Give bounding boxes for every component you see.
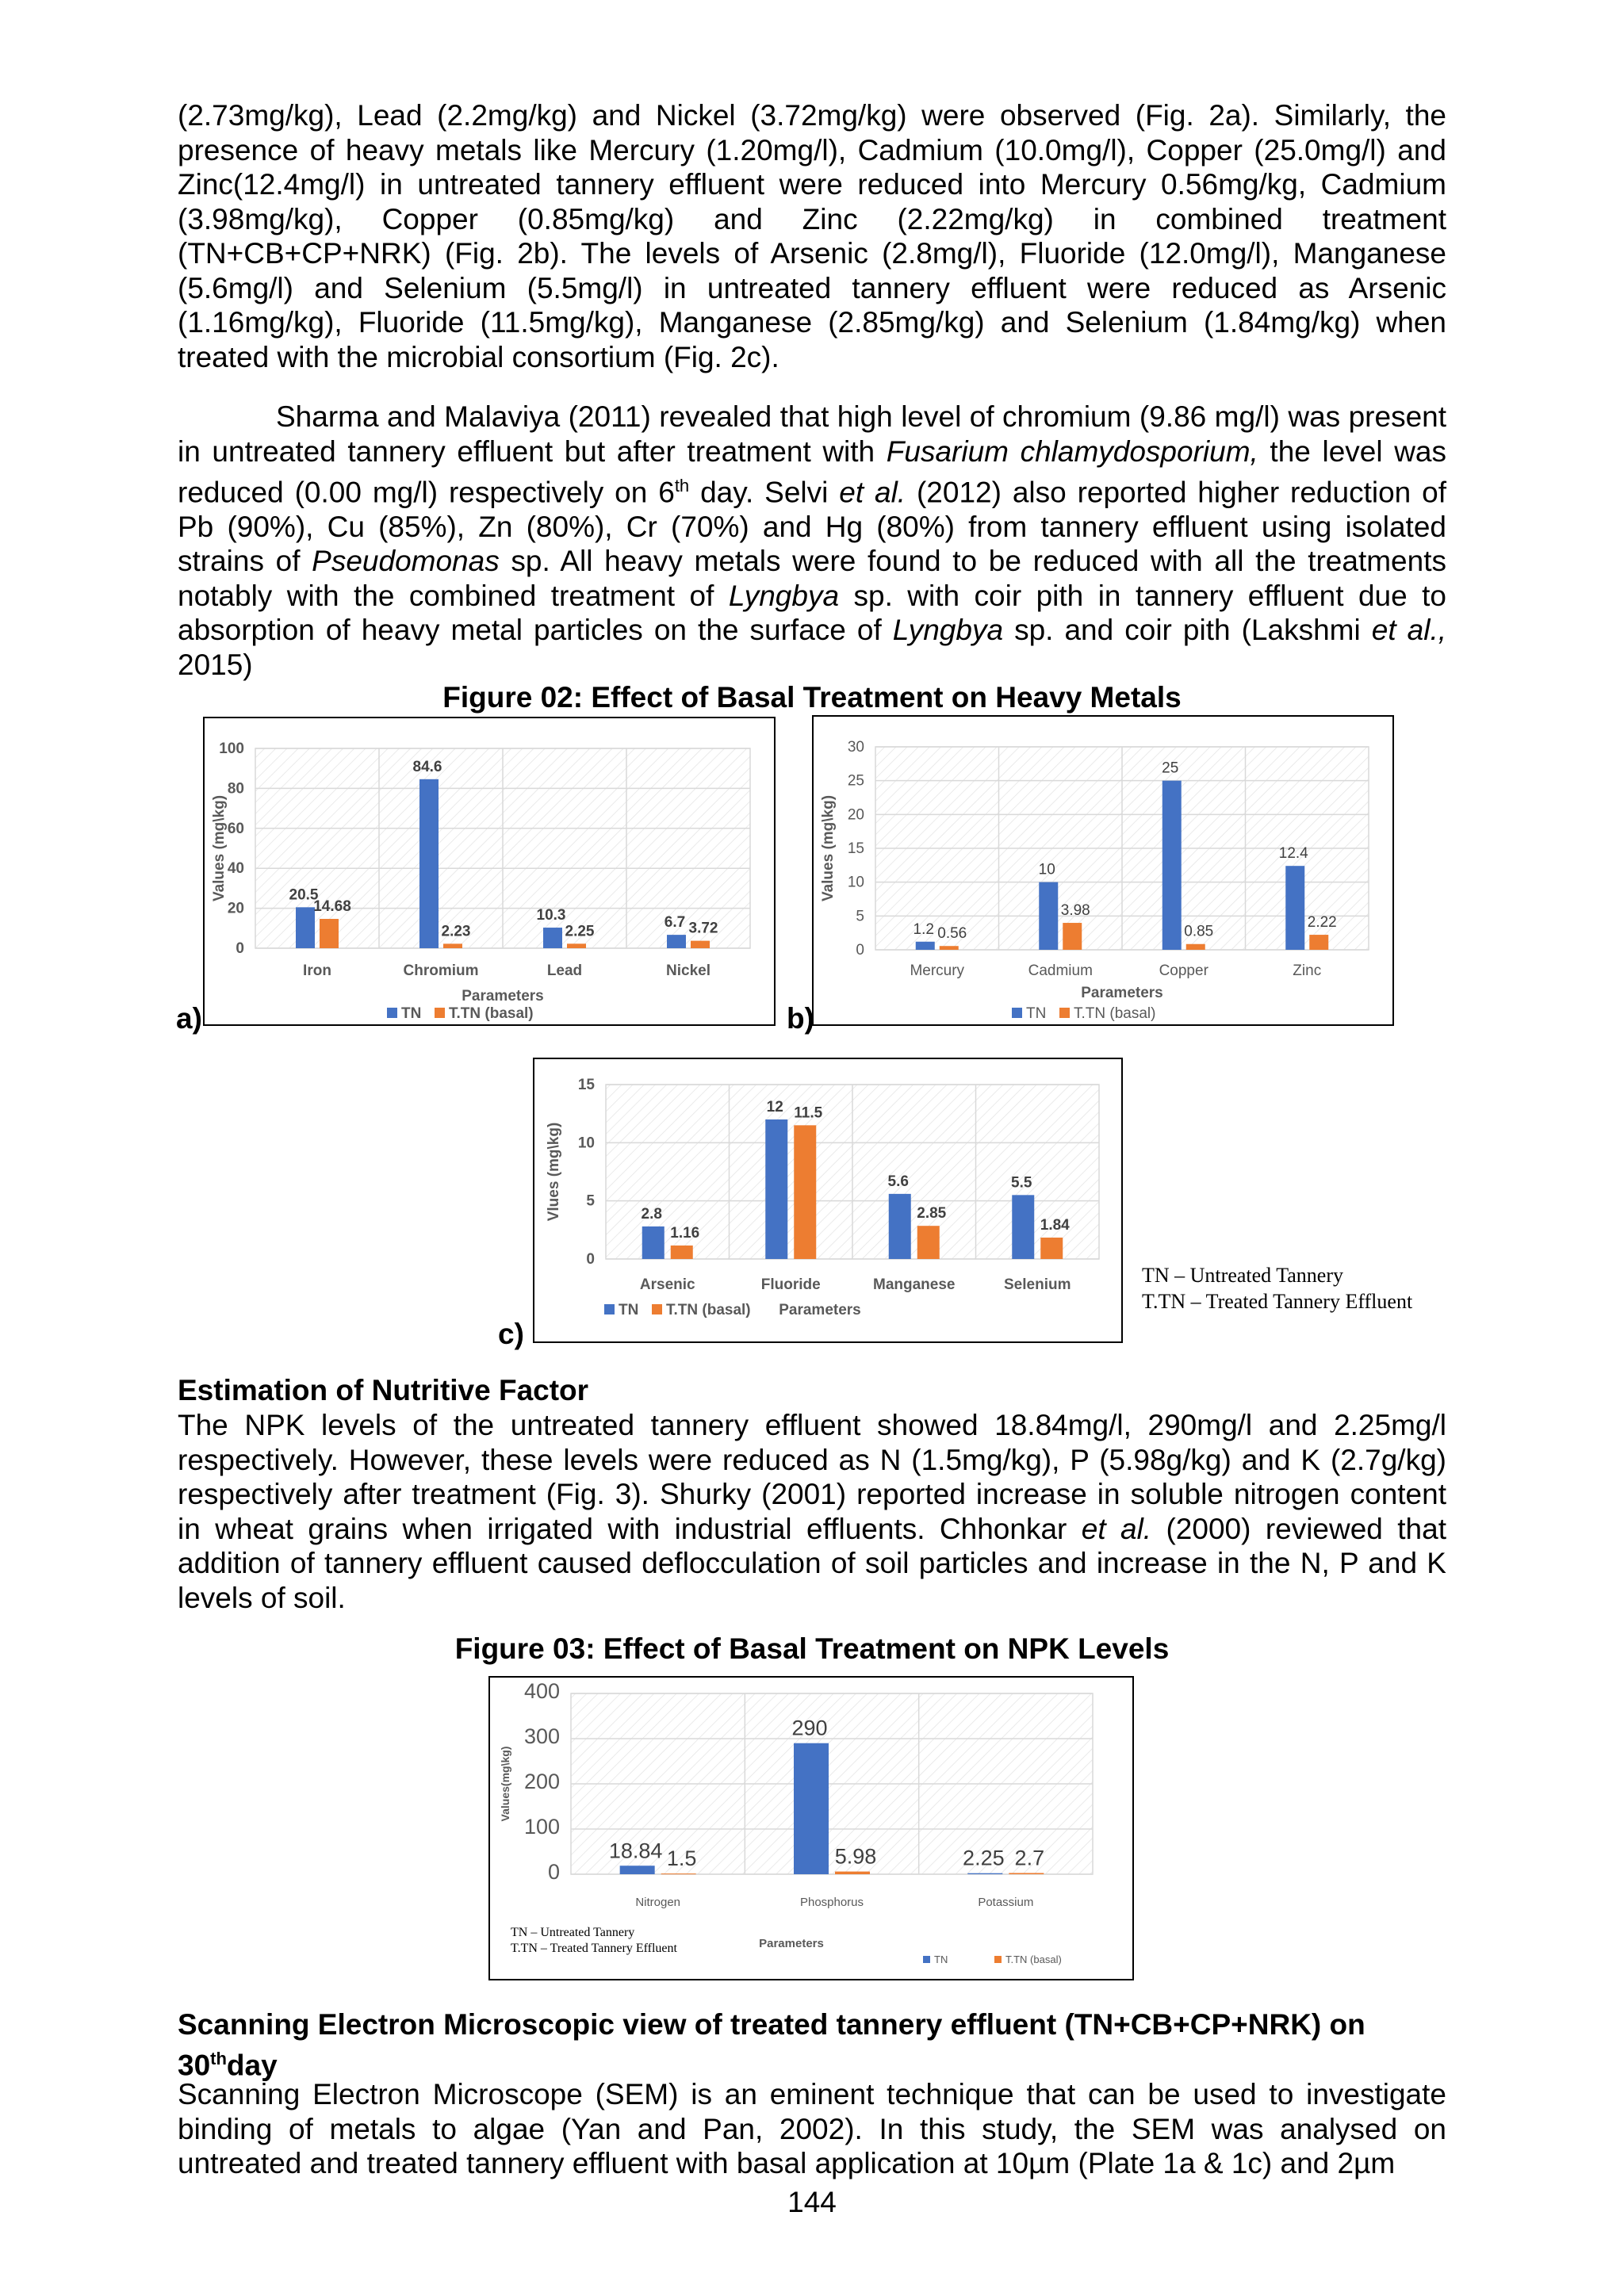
fig2b-bar-ttn xyxy=(1309,935,1328,950)
fig3-bar-tn xyxy=(794,1743,829,1874)
fig2c-bar-tn xyxy=(642,1226,665,1259)
fig2a-data-label-ttn: 14.68 xyxy=(313,898,351,916)
fig2a-data-label-tn: 20.5 xyxy=(289,886,319,904)
paragraph-sem: Scanning Electron Microscope (SEM) is an eminent technique that can be used to investigate binding of metals to algae (Yan and Pan, 2002). In this study, the SEM was analysed on untreated and treated tannery effluent with basal application at 10µm (Plate 1a & 1c) and 2µm xyxy=(178,2078,1446,2179)
fig2c-bar-ttn xyxy=(671,1246,693,1259)
fig2b-data-label-tn: 10 xyxy=(1038,861,1055,878)
fig2b-bar-ttn xyxy=(1063,923,1082,950)
fig3-y-tick-label: 300 xyxy=(523,1724,560,1748)
paragraph-npk: The NPK levels of the untreated tannery effluent showed 18.84mg/l, 290mg/l and 2.25mg/l respectively. However, these levels were reduced as N (1.5mg/kg), P (5.98g/kg) and K (2.7g/kg) respectively after treatment (Fig. 3). Shurky (2001) reported increase in soluble nitrogen content in wheat grains when irrigated with industrial effluents. Chhonkar et al. (2000) reviewed that addition of tannery effluent caused deflocculation of soil particles and increase in the N, P and K levels of soil. xyxy=(178,1409,1446,1614)
fig2a-data-label-tn: 84.6 xyxy=(412,758,442,775)
fig2b-legend-label-ttn: T.TN (basal) xyxy=(1074,1005,1156,1022)
fig2b-y-tick-label: 30 xyxy=(847,739,864,756)
fig3-category-label: Nitrogen xyxy=(635,1896,681,1909)
fig3-bar-ttn xyxy=(835,1872,870,1874)
fig2c-bar-ttn xyxy=(794,1125,816,1259)
figure3-caption: Figure 03: Effect of Basal Treatment on NPK Levels xyxy=(454,1632,1170,1665)
chart-fig2c xyxy=(533,1058,1123,1343)
paragraph-heavy-metals: (2.73mg/kg), Lead (2.2mg/kg) and Nickel (3.72mg/kg) were observed (Fig. 2a). Similarly, the presence of heavy metals like Mercury (1.20mg/l), Cadmium (10.0mg/l), Copper (25.0mg/l) and Zinc(12.4mg/l) in untreated tannery effluent were reduced into Mercury 0.56mg/kg, Cadmium (3.98mg/kg), Copper (0.85mg/kg) and Zinc (2.22mg/kg) in combined treatment (TN+CB+CP+NRK) (Fig. 2b). The levels of Arsenic (2.8mg/l), Fluoride (12.0mg/l), Manganese (5.6mg/l) and Selenium (5.5mg/l) in untreated tannery effluent were reduced as Arsenic (1.16mg/kg), Fluoride (11.5mg/kg), Manganese (2.85mg/kg) and Selenium (1.84mg/kg) when treated with the microbial consortium (Fig. 2c). xyxy=(178,99,1446,373)
panel-c-label: c) xyxy=(498,1318,524,1350)
fig2c-y-tick-label: 10 xyxy=(577,1135,595,1152)
fig3-category-label: Potassium xyxy=(978,1896,1034,1909)
chart-fig2a xyxy=(203,717,776,1026)
fig2a-bar-ttn xyxy=(320,919,339,948)
fig2a-y-tick-label: 100 xyxy=(219,740,244,757)
chart-fig2a-svg xyxy=(205,718,774,1024)
fig2c-y-tick-label: 15 xyxy=(577,1077,595,1093)
fig2b-legend-label-tn: TN xyxy=(1026,1005,1047,1022)
fig3-bar-tn xyxy=(967,1873,1002,1874)
fig3-data-label-ttn: 1.5 xyxy=(666,1846,697,1871)
figure2-caption: Figure 02: Effect of Basal Treatment on Heavy Metals xyxy=(442,681,1182,714)
figure3-abbreviation-note xyxy=(511,1925,677,1957)
fig2b-data-label-ttn: 2.22 xyxy=(1307,914,1337,932)
fig2b-legend-swatch-tn xyxy=(1012,1008,1022,1018)
chart-fig2c-svg xyxy=(534,1059,1121,1341)
fig2b-bar-ttn xyxy=(940,946,959,950)
fig2a-legend-swatch-tn xyxy=(387,1008,397,1018)
fig2a-category-label: Lead xyxy=(546,962,583,979)
chart-fig2b-svg xyxy=(814,717,1392,1024)
fig2a-data-label-ttn: 2.23 xyxy=(441,923,471,940)
fig2c-data-label-tn: 2.8 xyxy=(641,1205,662,1223)
fig2c-legend-swatch-ttn xyxy=(652,1304,662,1314)
fig2a-legend-swatch-ttn xyxy=(435,1008,445,1018)
section-heading-sem: Scanning Electron Microscopic view of treated tannery effluent (TN+CB+CP+NRK) on 30thday xyxy=(178,2008,1365,2082)
fig2b-category-label: Zinc xyxy=(1293,962,1322,979)
fig2b-category-label: Copper xyxy=(1159,962,1208,979)
fig2a-legend-label-ttn: T.TN (basal) xyxy=(449,1005,534,1022)
fig2b-bar-tn xyxy=(916,942,935,950)
fig2a-data-label-ttn: 3.72 xyxy=(688,920,718,937)
fig2a-y-tick-label: 80 xyxy=(227,780,244,798)
fig2c-data-label-ttn: 1.84 xyxy=(1040,1217,1070,1234)
fig2a-bar-ttn xyxy=(567,943,586,948)
fig3-legend-label-tn: TN xyxy=(934,1954,948,1965)
fig2b-bar-ttn xyxy=(1186,944,1205,950)
section-heading-nutritive: Estimation of Nutritive Factor xyxy=(178,1374,589,1406)
fig2b-y-tick-label: 25 xyxy=(847,772,864,790)
figure2-abbreviation-note xyxy=(1142,1262,1412,1314)
fig2b-data-label-tn: 1.2 xyxy=(913,920,934,938)
fig2b-y-tick-label: 5 xyxy=(856,908,864,925)
fig2c-category-label: Fluoride xyxy=(760,1276,821,1293)
fig2a-bar-tn xyxy=(667,935,686,948)
fig2c-data-label-ttn: 2.85 xyxy=(917,1205,947,1223)
fig2a-y-axis-title: Values (mg\kg) xyxy=(211,794,228,902)
fig2a-bar-ttn xyxy=(691,941,710,948)
fig3-data-label-ttn: 5.98 xyxy=(834,1844,877,1869)
fig2a-legend-label-tn: TN xyxy=(401,1005,422,1022)
fig2b-x-axis-title: Parameters xyxy=(1081,985,1163,1001)
fig2c-y-tick-label: 0 xyxy=(586,1251,595,1268)
fig2c-bar-ttn xyxy=(917,1226,940,1259)
fig2c-category-label: Arsenic xyxy=(639,1276,695,1293)
note-tn: TN – Untreated Tannery xyxy=(1142,1264,1343,1287)
fig2b-data-label-ttn: 3.98 xyxy=(1060,902,1090,920)
fig2c-data-label-tn: 12 xyxy=(766,1099,783,1115)
fig3-data-label-tn: 2.25 xyxy=(963,1846,1005,1870)
fig2b-bar-tn xyxy=(1285,866,1304,950)
chart-fig3 xyxy=(488,1676,1134,1980)
fig2b-y-tick-label: 20 xyxy=(847,806,864,824)
fig3-y-axis-title: Values(mg\kg) xyxy=(499,1746,511,1822)
fig2c-bar-tn xyxy=(765,1119,787,1259)
fig2b-y-tick-label: 10 xyxy=(847,874,864,891)
fig3-bar-ttn xyxy=(1009,1873,1044,1874)
fig2b-y-tick-label: 15 xyxy=(847,840,864,857)
fig2a-y-tick-label: 60 xyxy=(227,820,244,837)
fig2b-data-label-ttn: 0.56 xyxy=(937,925,967,943)
fig2a-bar-tn xyxy=(419,779,439,948)
fig3-note-ttn: T.TN – Treated Tannery Effluent xyxy=(511,1942,677,1955)
fig2c-bar-tn xyxy=(1012,1195,1034,1259)
paragraph-literature-review: Sharma and Malaviya (2011) revealed that high level of chromium (9.86 mg/l) was present in untreated tannery effluent but after treatment with Fusarium chlamydosporium, the level was reduced (0.00 mg/l) respectively on 6th day. Selvi et al. (2012) also reported higher reduction of Pb (90%), Cu (85%), Zn (80%), Cr (70%) and Hg (80%) from tannery effluent using isolated strains of Pseudomonas sp. All heavy metals were found to be reduced with all the treatments notably with the combined treatment of Lyngbya sp. with coir pith in tannery effluent due to absorption of heavy metal particles on the surface of Lyngbya sp. and coir pith (Lakshmi et al., 2015) xyxy=(178,400,1447,681)
fig2b-category-label: Mercury xyxy=(910,962,965,979)
fig2b-y-tick-label: 0 xyxy=(856,942,864,959)
fig2b-bar-tn xyxy=(1039,882,1058,950)
fig2b-data-label-ttn: 0.85 xyxy=(1184,923,1214,940)
fig2a-category-label: Chromium xyxy=(403,962,479,979)
fig2a-x-axis-title: Parameters xyxy=(462,988,544,1004)
fig2a-y-tick-label: 40 xyxy=(227,860,244,878)
fig2b-y-axis-title: Values (mg\kg) xyxy=(820,794,837,902)
chart-fig2b xyxy=(812,715,1394,1026)
fig3-legend-swatch-tn xyxy=(923,1956,930,1963)
fig2c-data-label-ttn: 11.5 xyxy=(794,1104,823,1122)
fig2b-data-label-tn: 12.4 xyxy=(1278,845,1308,863)
fig2a-data-label-ttn: 2.25 xyxy=(565,923,595,940)
fig2c-data-label-tn: 5.6 xyxy=(887,1173,909,1190)
fig2a-bar-tn xyxy=(296,907,315,948)
fig2c-y-tick-label: 5 xyxy=(586,1192,595,1210)
fig3-y-tick-label: 0 xyxy=(547,1860,560,1884)
fig2a-category-label: Iron xyxy=(303,962,331,979)
fig2b-legend-swatch-ttn xyxy=(1059,1008,1070,1018)
fig3-category-label: Phosphorus xyxy=(799,1896,864,1909)
fig3-data-label-ttn: 2.7 xyxy=(1014,1846,1045,1870)
fig3-data-label-tn: 18.84 xyxy=(608,1839,663,1863)
fig2c-data-label-tn: 5.5 xyxy=(1011,1174,1032,1192)
fig3-note-tn: TN – Untreated Tannery xyxy=(511,1926,635,1939)
panel-b-label: b) xyxy=(787,1002,814,1035)
fig2a-y-tick-label: 20 xyxy=(227,900,244,917)
fig2a-data-label-tn: 6.7 xyxy=(664,914,686,932)
fig3-y-tick-label: 200 xyxy=(523,1770,560,1793)
fig3-legend-label-ttn: T.TN (basal) xyxy=(1005,1954,1062,1965)
fig2a-bar-ttn xyxy=(443,943,462,948)
fig2c-bar-ttn xyxy=(1040,1238,1063,1259)
fig2c-x-axis-title: Parameters xyxy=(779,1302,861,1318)
fig2c-data-label-ttn: 1.16 xyxy=(670,1224,700,1242)
fig2c-bar-tn xyxy=(889,1194,911,1259)
fig2c-legend-label-tn: TN xyxy=(619,1302,639,1318)
fig3-y-tick-label: 100 xyxy=(523,1815,560,1839)
fig2a-bar-tn xyxy=(543,928,562,948)
fig3-x-axis-title: Parameters xyxy=(759,1937,824,1950)
fig3-y-tick-label: 400 xyxy=(523,1679,560,1703)
fig2c-legend-swatch-tn xyxy=(604,1304,615,1314)
panel-a-label: a) xyxy=(176,1002,202,1035)
fig3-bar-tn xyxy=(620,1866,655,1874)
fig2a-y-tick-label: 0 xyxy=(236,940,244,957)
fig2b-data-label-tn: 25 xyxy=(1162,760,1179,777)
fig2c-category-label: Manganese xyxy=(873,1276,956,1293)
fig2c-legend-label-ttn: T.TN (basal) xyxy=(666,1302,751,1318)
fig2b-bar-tn xyxy=(1162,781,1182,950)
note-ttn: T.TN – Treated Tannery Effluent xyxy=(1142,1290,1413,1313)
fig3-bar-ttn xyxy=(661,1873,696,1874)
fig2c-category-label: Selenium xyxy=(1004,1276,1071,1293)
fig2a-data-label-tn: 10.3 xyxy=(536,907,566,924)
fig2a-category-label: Nickel xyxy=(666,962,710,979)
page-number: 144 xyxy=(787,2186,837,2218)
fig3-data-label-tn: 290 xyxy=(791,1716,828,1740)
fig2b-category-label: Cadmium xyxy=(1028,962,1093,979)
fig3-legend-swatch-ttn xyxy=(994,1956,1002,1963)
fig2c-y-axis-title: Vlues (mg\kg) xyxy=(546,1122,562,1222)
